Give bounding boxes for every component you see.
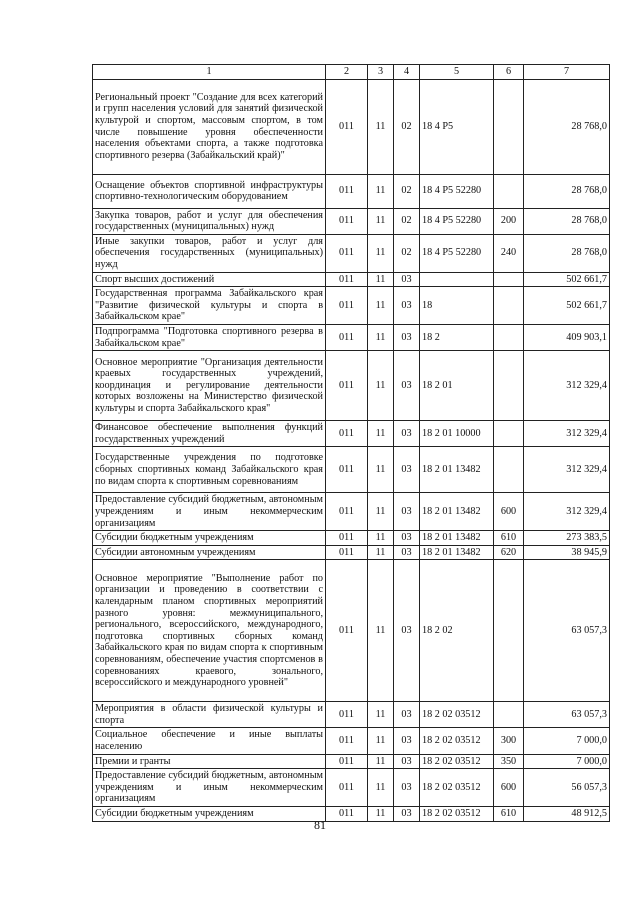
cell-target-article: 18 4 P5 52280 xyxy=(420,234,494,272)
cell-ministry-code: 011 xyxy=(326,754,368,769)
col-header-6: 6 xyxy=(494,65,524,80)
cell-subsection: 03 xyxy=(394,351,420,421)
page-number: 81 xyxy=(314,818,326,832)
col-header-3: 3 xyxy=(368,65,394,80)
cell-section: 11 xyxy=(368,754,394,769)
cell-target-article: 18 2 02 03512 xyxy=(420,769,494,807)
cell-subsection: 03 xyxy=(394,421,420,447)
cell-section: 11 xyxy=(368,769,394,807)
cell-amount: 56 057,3 xyxy=(524,769,610,807)
cell-name: Региональный проект "Создание для всех категорий и групп населения условий для занятий физической культурой и спортом, массовым спортом, в том числе повышение уровня обеспеченности населения объектами спорта, а также подготовка спортивного резерва (Забайкальский край)" xyxy=(93,79,326,174)
cell-expense-type: 600 xyxy=(494,493,524,531)
cell-ministry-code: 011 xyxy=(326,79,368,174)
cell-section: 11 xyxy=(368,545,394,560)
cell-name: Мероприятия в области физической культуры и спорта xyxy=(93,702,326,728)
cell-section: 11 xyxy=(368,531,394,546)
table-row xyxy=(93,79,610,174)
cell-subsection: 03 xyxy=(394,769,420,807)
table-row xyxy=(93,234,610,272)
table-row xyxy=(93,560,610,702)
table-row xyxy=(93,728,610,754)
cell-section: 11 xyxy=(368,702,394,728)
cell-amount: 7 000,0 xyxy=(524,754,610,769)
cell-amount: 409 903,1 xyxy=(524,324,610,350)
cell-ministry-code: 011 xyxy=(326,769,368,807)
cell-amount: 48 912,5 xyxy=(524,807,610,822)
table-row xyxy=(93,208,610,234)
cell-target-article: 18 4 P5 52280 xyxy=(420,174,494,208)
cell-name: Закупка товаров, работ и услуг для обеспечения государственных (муниципальных) нужд xyxy=(93,208,326,234)
cell-name: Премии и гранты xyxy=(93,754,326,769)
cell-expense-type xyxy=(494,324,524,350)
cell-target-article: 18 2 01 13482 xyxy=(420,545,494,560)
cell-ministry-code: 011 xyxy=(326,728,368,754)
cell-subsection: 02 xyxy=(394,234,420,272)
cell-name: Социальное обеспечение и иные выплаты населению xyxy=(93,728,326,754)
cell-name: Предоставление субсидий бюджетным, автономным учреждениям и иным некоммерческим организациям xyxy=(93,769,326,807)
cell-amount: 312 329,4 xyxy=(524,351,610,421)
cell-expense-type: 300 xyxy=(494,728,524,754)
header-row xyxy=(93,65,610,80)
table-row xyxy=(93,531,610,546)
cell-section: 11 xyxy=(368,421,394,447)
cell-subsection: 03 xyxy=(394,287,420,325)
cell-amount: 28 768,0 xyxy=(524,79,610,174)
cell-subsection: 03 xyxy=(394,728,420,754)
cell-subsection: 02 xyxy=(394,208,420,234)
cell-subsection: 03 xyxy=(394,807,420,822)
cell-ministry-code: 011 xyxy=(326,560,368,702)
table-body xyxy=(93,79,610,821)
cell-expense-type: 610 xyxy=(494,531,524,546)
cell-amount: 502 661,7 xyxy=(524,287,610,325)
cell-subsection: 03 xyxy=(394,447,420,493)
cell-ministry-code: 011 xyxy=(326,234,368,272)
cell-subsection: 03 xyxy=(394,560,420,702)
cell-subsection: 02 xyxy=(394,174,420,208)
cell-ministry-code: 011 xyxy=(326,531,368,546)
cell-name: Основное мероприятие "Выполнение работ по организации и проведению в соответствии с календарным планом спортивных мероприятий разного уровня: межмуниципального, регионального, всероссийского, международного, подготовка спортивных сборных команд Забайкальского края по видам спорта к спортивным соревнованиям, обеспечение участия спортсменов в соревнованиях краевого, зонального, всероссийского и международного уровней" xyxy=(93,560,326,702)
cell-subsection: 03 xyxy=(394,531,420,546)
cell-name: Оснащение объектов спортивной инфраструктуры спортивно-технологическим оборудованием xyxy=(93,174,326,208)
cell-subsection: 02 xyxy=(394,79,420,174)
cell-ministry-code: 011 xyxy=(326,351,368,421)
cell-ministry-code: 011 xyxy=(326,807,368,822)
cell-ministry-code: 011 xyxy=(326,324,368,350)
cell-ministry-code: 011 xyxy=(326,493,368,531)
cell-ministry-code: 011 xyxy=(326,208,368,234)
cell-target-article: 18 xyxy=(420,287,494,325)
cell-amount: 28 768,0 xyxy=(524,234,610,272)
cell-name: Государственная программа Забайкальского края "Развитие физической культуры и спорта в Забайкальском крае" xyxy=(93,287,326,325)
cell-section: 11 xyxy=(368,324,394,350)
table-row xyxy=(93,447,610,493)
table-row xyxy=(93,421,610,447)
cell-amount: 38 945,9 xyxy=(524,545,610,560)
cell-target-article: 18 4 P5 52280 xyxy=(420,208,494,234)
cell-subsection: 03 xyxy=(394,754,420,769)
cell-name: Спорт высших достижений xyxy=(93,272,326,287)
table-row xyxy=(93,702,610,728)
cell-target-article: 18 2 01 13482 xyxy=(420,493,494,531)
cell-expense-type xyxy=(494,447,524,493)
cell-target-article: 18 2 02 03512 xyxy=(420,728,494,754)
cell-section: 11 xyxy=(368,728,394,754)
cell-amount: 502 661,7 xyxy=(524,272,610,287)
cell-expense-type xyxy=(494,287,524,325)
cell-expense-type xyxy=(494,174,524,208)
cell-name: Подпрограмма "Подготовка спортивного резерва в Забайкальском крае" xyxy=(93,324,326,350)
cell-expense-type xyxy=(494,351,524,421)
cell-expense-type xyxy=(494,702,524,728)
cell-section: 11 xyxy=(368,560,394,702)
table-row xyxy=(93,351,610,421)
cell-ministry-code: 011 xyxy=(326,702,368,728)
cell-section: 11 xyxy=(368,493,394,531)
cell-name: Государственные учреждения по подготовке сборных спортивных команд Забайкальского края по видам спорта к спортивным соревнованиям xyxy=(93,447,326,493)
cell-subsection: 03 xyxy=(394,324,420,350)
table-row xyxy=(93,287,610,325)
cell-target-article: 18 2 02 03512 xyxy=(420,702,494,728)
table-row xyxy=(93,754,610,769)
cell-expense-type xyxy=(494,421,524,447)
table-row xyxy=(93,493,610,531)
cell-section: 11 xyxy=(368,79,394,174)
cell-expense-type: 240 xyxy=(494,234,524,272)
cell-name: Финансовое обеспечение выполнения функций государственных учреждений xyxy=(93,421,326,447)
cell-target-article: 18 2 01 xyxy=(420,351,494,421)
cell-section: 11 xyxy=(368,807,394,822)
cell-amount: 273 383,5 xyxy=(524,531,610,546)
cell-ministry-code: 011 xyxy=(326,174,368,208)
col-header-2: 2 xyxy=(326,65,368,80)
budget-table xyxy=(92,64,610,822)
cell-name: Предоставление субсидий бюджетным, автономным учреждениям и иным некоммерческим организациям xyxy=(93,493,326,531)
cell-subsection: 03 xyxy=(394,545,420,560)
cell-target-article: 18 4 P5 xyxy=(420,79,494,174)
cell-ministry-code: 011 xyxy=(326,421,368,447)
cell-target-article: 18 2 02 03512 xyxy=(420,754,494,769)
cell-target-article: 18 2 01 10000 xyxy=(420,421,494,447)
cell-amount: 63 057,3 xyxy=(524,702,610,728)
cell-ministry-code: 011 xyxy=(326,272,368,287)
col-header-5: 5 xyxy=(420,65,494,80)
cell-name: Субсидии бюджетным учреждениям xyxy=(93,807,326,822)
cell-ministry-code: 011 xyxy=(326,545,368,560)
cell-expense-type xyxy=(494,560,524,702)
cell-name: Субсидии бюджетным учреждениям xyxy=(93,531,326,546)
cell-expense-type: 600 xyxy=(494,769,524,807)
cell-subsection: 03 xyxy=(394,702,420,728)
col-header-1: 1 xyxy=(93,65,326,80)
cell-amount: 312 329,4 xyxy=(524,447,610,493)
cell-subsection: 03 xyxy=(394,272,420,287)
cell-section: 11 xyxy=(368,174,394,208)
cell-amount: 312 329,4 xyxy=(524,421,610,447)
cell-expense-type: 200 xyxy=(494,208,524,234)
cell-target-article: 18 2 01 13482 xyxy=(420,531,494,546)
cell-name: Иные закупки товаров, работ и услуг для обеспечения государственных (муниципальных) нужд xyxy=(93,234,326,272)
cell-name: Субсидии автономным учреждениям xyxy=(93,545,326,560)
cell-target-article xyxy=(420,272,494,287)
cell-expense-type xyxy=(494,79,524,174)
table-row xyxy=(93,324,610,350)
col-header-7: 7 xyxy=(524,65,610,80)
cell-section: 11 xyxy=(368,351,394,421)
cell-subsection: 03 xyxy=(394,493,420,531)
cell-amount: 28 768,0 xyxy=(524,174,610,208)
cell-section: 11 xyxy=(368,234,394,272)
cell-section: 11 xyxy=(368,447,394,493)
cell-amount: 312 329,4 xyxy=(524,493,610,531)
cell-target-article: 18 2 01 13482 xyxy=(420,447,494,493)
cell-section: 11 xyxy=(368,287,394,325)
cell-target-article: 18 2 02 03512 xyxy=(420,807,494,822)
cell-section: 11 xyxy=(368,272,394,287)
cell-amount: 7 000,0 xyxy=(524,728,610,754)
cell-ministry-code: 011 xyxy=(326,447,368,493)
cell-expense-type: 610 xyxy=(494,807,524,822)
cell-target-article: 18 2 xyxy=(420,324,494,350)
cell-ministry-code: 011 xyxy=(326,287,368,325)
cell-amount: 28 768,0 xyxy=(524,208,610,234)
cell-name: Основное мероприятие "Организация деятельности краевых государственных учреждений, координация и регулирование деятельности которых возложены на Министерство физической культуры и спорта Забайкальского края" xyxy=(93,351,326,421)
table-row xyxy=(93,272,610,287)
cell-section: 11 xyxy=(368,208,394,234)
col-header-4: 4 xyxy=(394,65,420,80)
table-row xyxy=(93,769,610,807)
cell-amount: 63 057,3 xyxy=(524,560,610,702)
table-row xyxy=(93,174,610,208)
table-row xyxy=(93,545,610,560)
cell-expense-type: 350 xyxy=(494,754,524,769)
cell-expense-type xyxy=(494,272,524,287)
cell-target-article: 18 2 02 xyxy=(420,560,494,702)
cell-expense-type: 620 xyxy=(494,545,524,560)
